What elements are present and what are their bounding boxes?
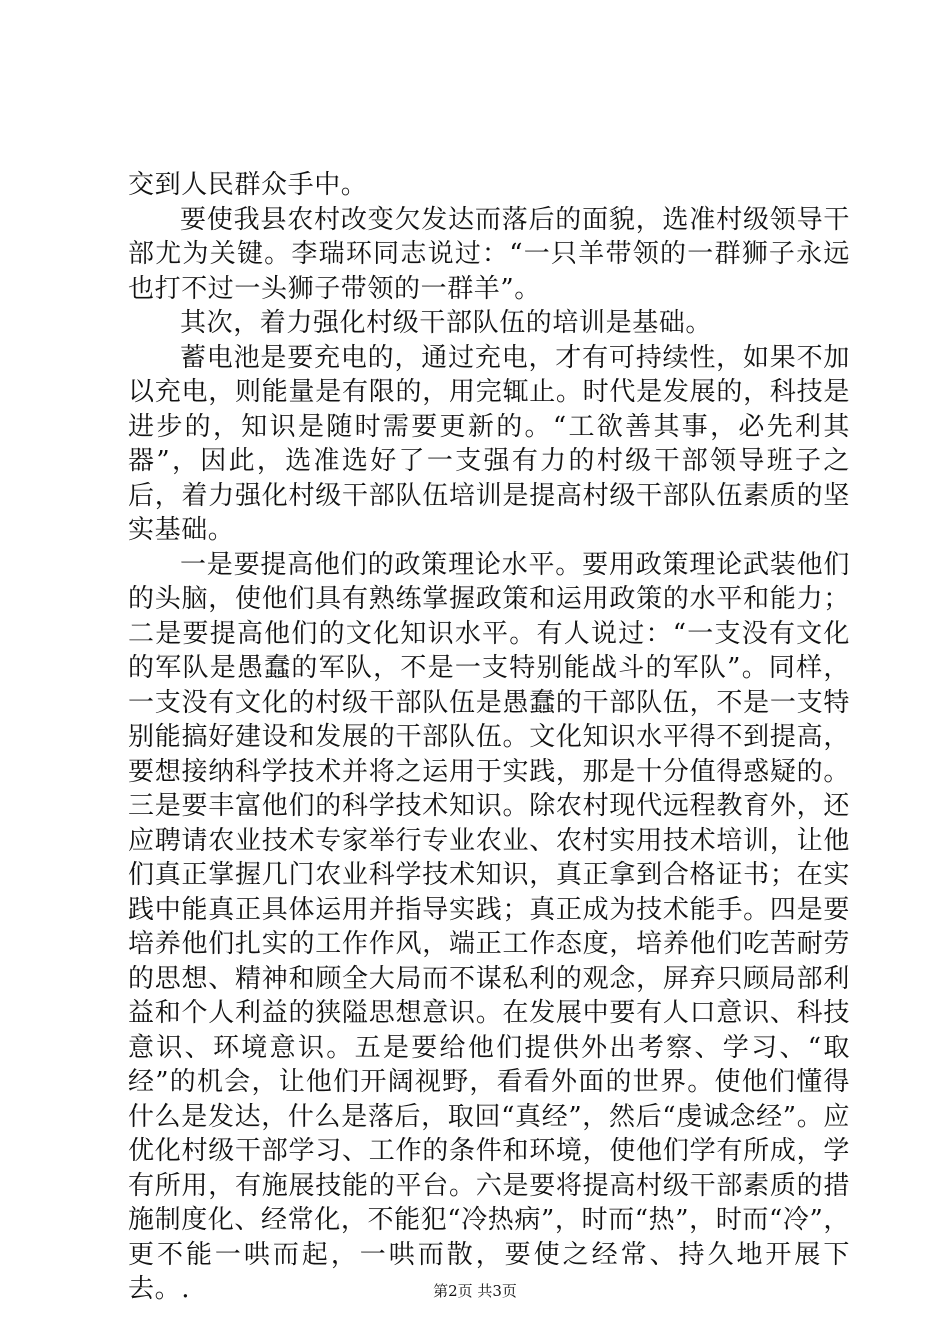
paragraph-5: 一是要提高他们的政策理论水平。要用政策理论武装他们的头脑，使他们具有熟练掌握政策和运用政策的水平和能力；二是要提高他们的文化知识水平。有人说过：“一支没有文化的军队是愚蠢的军队，不是一支特别能战斗的军队”。同样，一支没有文化的村级干部队伍是愚蠢的干部队伍，不是一支特别能搞好建设和发展的干部队伍。文化知识水平得不到提高，要想接纳科学技术并将之运用于实践，那是十分值得惑疑的。三是要丰富他们的科学技术知识。除农村现代远程教育外，还应聘请农业技术专家举行专业农业、农村实用技术培训，让他们真正掌握几门农业科学技术知识，真正拿到合格证书；在实践中能真正具体运用并指导实践；真正成为技术能手。四是要培养他们扎实的工作作风，端正工作态度，培养他们吃苦耐劳的思想、精神和顾全大局而不谋私利的观念，屏弃只顾局部利益和个人利益的狭隘思想意识。在发展中要有人口意识、科技意识、环境意识。五是要给他们提供外出考察、学习、“取经”的机会，让他们开阔视野，看看外面的世界。使他们懂得什么是发达，什么是落后，取回“真经”，然后“虔诚念经”。应优化村级干部学习、工作的条件和环境，使他们学有所成，学有所用，有施展技能的平台。六是要将提高村级干部素质的措施制度化、经常化，不能犯“冷热病”，时而“热”，时而“冷”，更不能一哄而起，一哄而散，要使之经常、持久地开展下去。. (128, 549, 850, 1304)
page-number: 第2页 共3页 (433, 1282, 517, 1300)
paragraph-4: 蓄电池是要充电的，通过充电，才有可持续性，如果不加以充电，则能量是有限的，用完辄止。时代是发展的，科技是进步的，知识是随时需要更新的。“工欲善其事，必先利其器”，因此，选准选好了一支强有力的村级干部领导班子之后，着力强化村级干部队伍培训是提高村级干部队伍素质的坚实基础。 (128, 342, 850, 545)
page-footer (0, 1280, 950, 1301)
paragraph-1: 交到人民群众手中。 (128, 170, 368, 200)
paragraph-3: 其次，着力强化村级干部队伍的培训是基础。 (180, 308, 713, 338)
document-body (128, 168, 850, 1307)
paragraph-2: 要使我县农村改变欠发达而落后的面貌，选准村级领导干部尤为关键。李瑞环同志说过：“一只羊带领的一群狮子永远也打不过一头狮子带领的一群羊”。 (128, 204, 850, 304)
